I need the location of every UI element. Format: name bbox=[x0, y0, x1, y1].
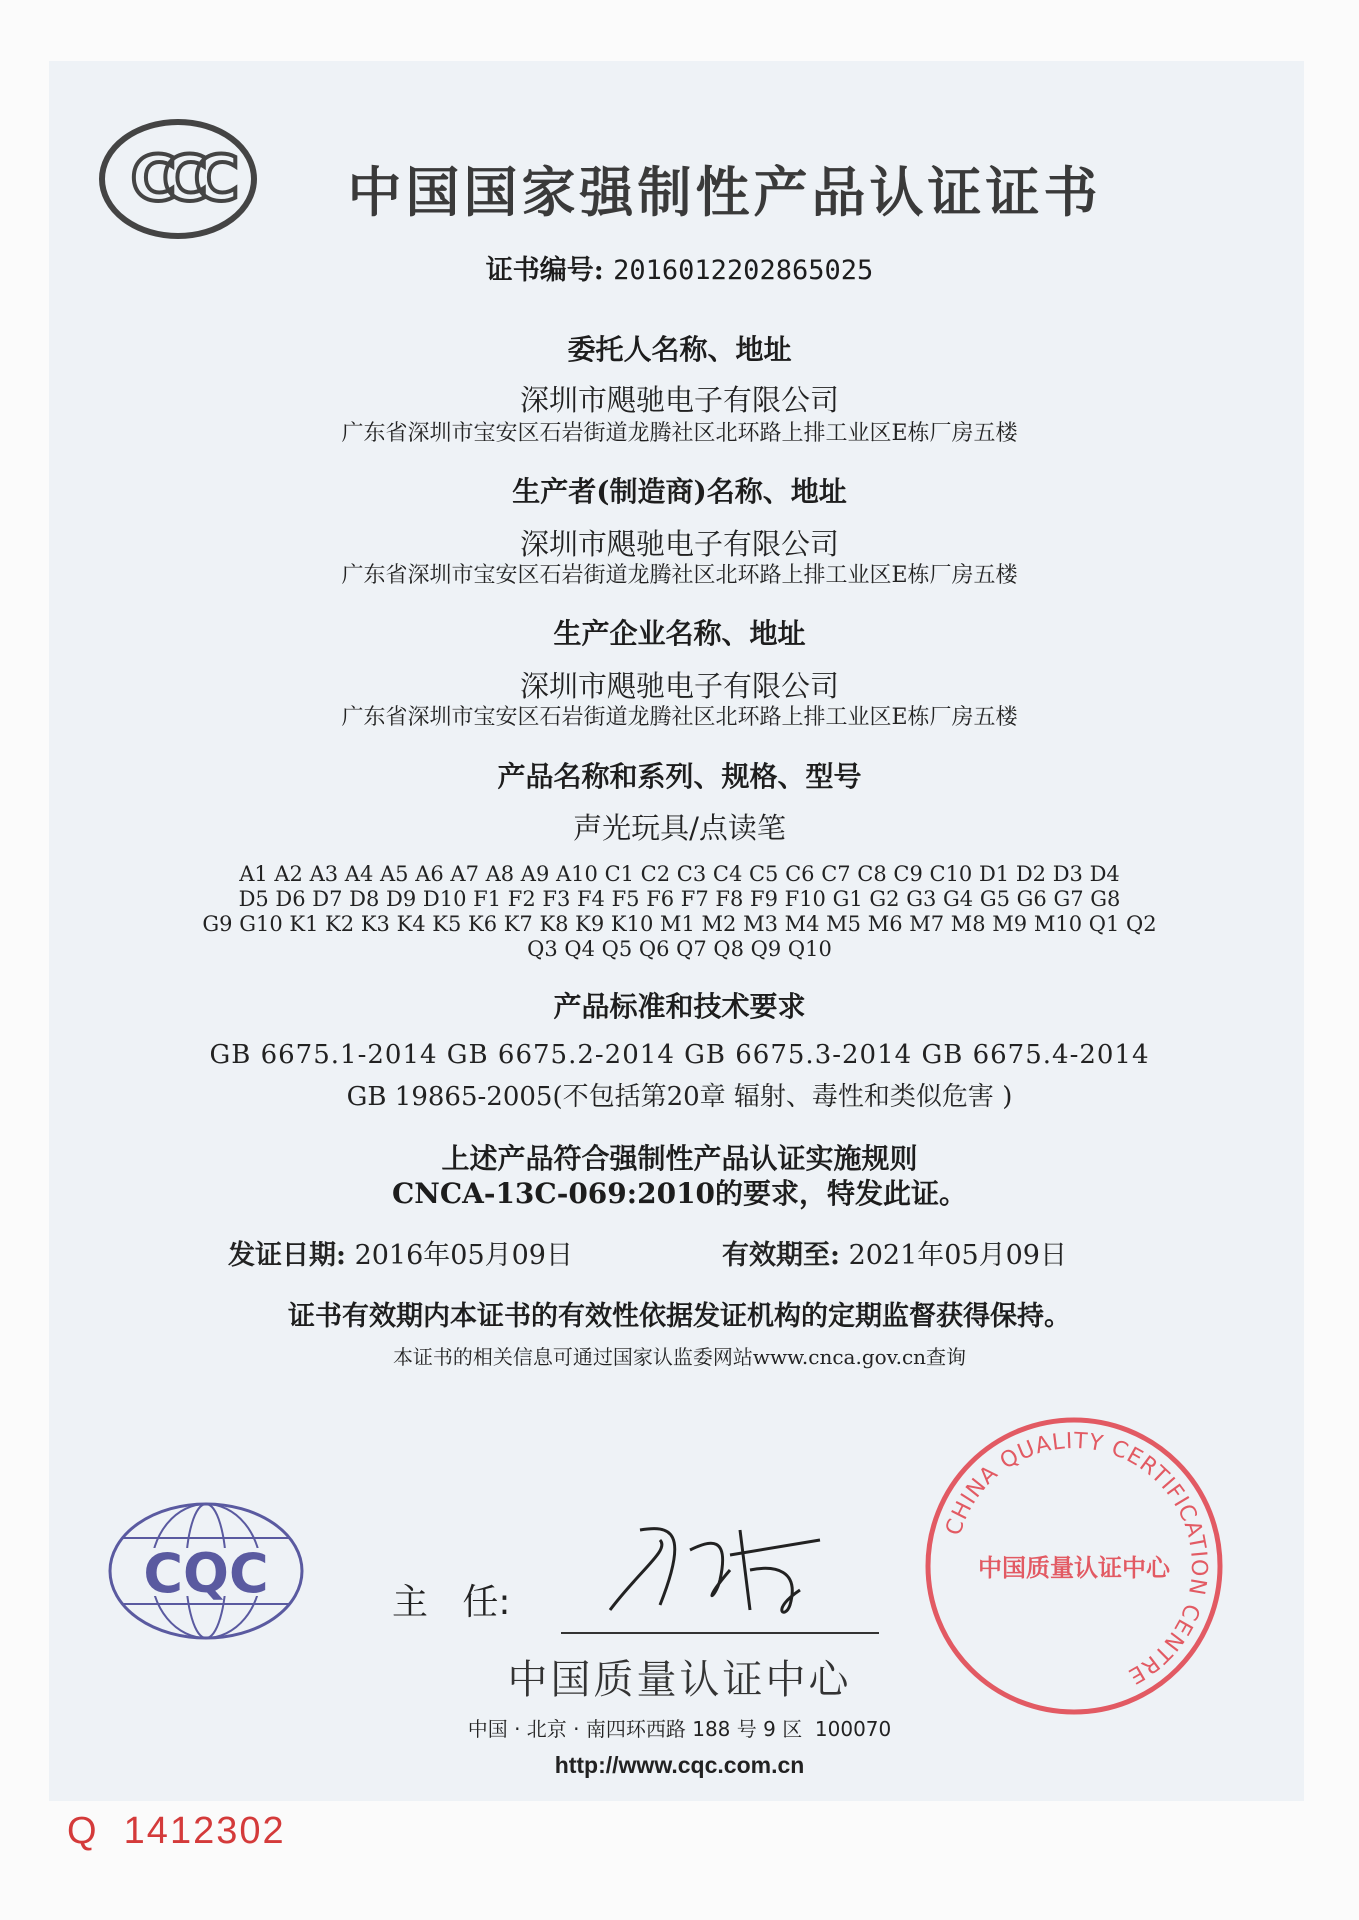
cert-number-value: 2016012202865025 bbox=[613, 255, 874, 286]
cqc-logo bbox=[106, 1500, 306, 1642]
model-line: Q3 Q4 Q5 Q6 Q7 Q8 Q9 Q10 bbox=[527, 937, 832, 961]
certificate-title: 中国国家强制性产品认证证书 bbox=[347, 161, 1102, 224]
svg-text:CQC: CQC bbox=[143, 1542, 269, 1605]
organization-address: 中国 · 北京 · 南四环西路 188 号 9 区 100070 bbox=[467, 1717, 892, 1741]
expiry-date-value: 2021年05月09日 bbox=[848, 1240, 1067, 1271]
serial-number: Q 1412302 bbox=[67, 1810, 286, 1852]
organization-url: http://www.cqc.com.cn bbox=[554, 1752, 805, 1778]
factory-name: 深圳市飓驰电子有限公司 bbox=[519, 669, 839, 703]
factory-address: 广东省深圳市宝安区石岩街道龙腾社区北环路上排工业区E栋厂房五楼 bbox=[341, 705, 1018, 730]
seal-inner-text: 中国质量认证中心 bbox=[978, 1554, 1170, 1582]
issue-date-value: 2016年05月09日 bbox=[354, 1240, 573, 1271]
standards-heading: 产品标准和技术要求 bbox=[553, 990, 806, 1023]
conformity-statement: CNCA-13C-069:2010的要求，特发此证。 bbox=[391, 1177, 968, 1210]
expiry-date-label: 有效期至: bbox=[722, 1240, 840, 1271]
svg-text:CCC: CCC bbox=[130, 142, 226, 215]
validity-note: 证书有效期内本证书的有效性依据发证机构的定期监督获得保持。 bbox=[288, 1301, 1071, 1332]
model-line: A1 A2 A3 A4 A5 A6 A7 A8 A9 A10 C1 C2 C3 C4 C5 C6 C7 C8 C9 C10 D1 D2 D3 D4 bbox=[239, 862, 1120, 886]
client-name: 深圳市飓驰电子有限公司 bbox=[519, 383, 839, 417]
official-seal bbox=[922, 1414, 1226, 1718]
product-name: 声光玩具/点读笔 bbox=[573, 811, 786, 845]
issue-date-label: 发证日期: bbox=[228, 1240, 346, 1271]
standards-line: GB 6675.1-2014 GB 6675.2-2014 GB 6675.3-2014 GB 6675.4-2014 bbox=[209, 1040, 1150, 1070]
model-line: G9 G10 K1 K2 K3 K4 K5 K6 K7 K8 K9 K10 M1 M2 M3 M4 M5 M6 M7 M8 M9 M10 Q1 Q2 bbox=[202, 912, 1157, 936]
manufacturer-name: 深圳市飓驰电子有限公司 bbox=[519, 527, 839, 561]
director-label: 主 任: bbox=[392, 1582, 511, 1623]
organization-name: 中国质量认证中心 bbox=[507, 1657, 852, 1703]
cert-number-label: 证书编号: bbox=[485, 255, 604, 286]
product-heading: 产品名称和系列、规格、型号 bbox=[497, 760, 862, 793]
factory-heading: 生产企业名称、地址 bbox=[553, 617, 806, 650]
manufacturer-heading: 生产者(制造商)名称、地址 bbox=[512, 475, 847, 508]
seal-outer-text: CHINA QUALITY CERTIFICATION CENTRE bbox=[941, 1428, 1212, 1689]
expiry-date bbox=[722, 1233, 1067, 1272]
standards-line: GB 19865-2005(不包括第20章 辐射、毒性和类似危害 ) bbox=[346, 1082, 1013, 1112]
manufacturer-address: 广东省深圳市宝安区石岩街道龙腾社区北环路上排工业区E栋厂房五楼 bbox=[341, 563, 1018, 588]
conformity-statement: 上述产品符合强制性产品认证实施规则 bbox=[441, 1142, 918, 1175]
model-line: D5 D6 D7 D8 D9 D10 F1 F2 F3 F4 F5 F6 F7 F8 F9 F10 G1 G2 G3 G4 G5 G6 G7 G8 bbox=[238, 887, 1121, 911]
cert-number bbox=[0, 248, 1359, 287]
issue-date bbox=[228, 1233, 573, 1272]
query-note: 本证书的相关信息可通过国家认监委网站www.cnca.gov.cn查询 bbox=[392, 1345, 967, 1369]
client-address: 广东省深圳市宝安区石岩街道龙腾社区北环路上排工业区E栋厂房五楼 bbox=[341, 421, 1018, 446]
director-signature bbox=[600, 1510, 840, 1630]
signature-line bbox=[561, 1632, 879, 1634]
client-heading: 委托人名称、地址 bbox=[567, 333, 792, 366]
